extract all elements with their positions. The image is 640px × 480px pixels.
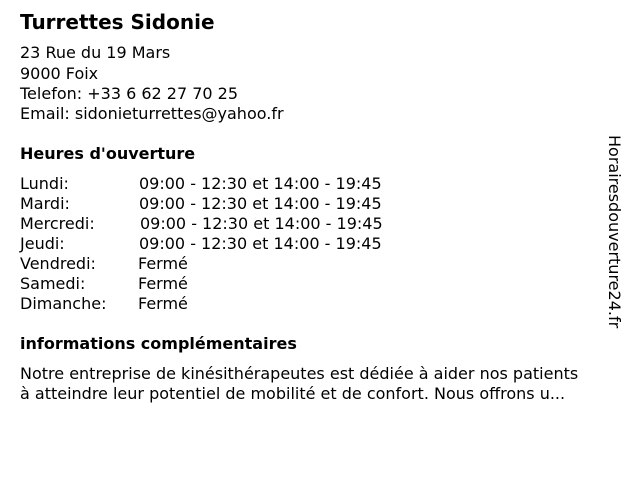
day-label: Jeudi: xyxy=(20,234,65,253)
day-label: Samedi: xyxy=(20,274,86,293)
address-city: 9000 Foix xyxy=(20,64,99,83)
phone-line: Telefon: +33 6 62 27 70 25 xyxy=(20,84,239,103)
day-label: Vendredi: xyxy=(20,254,96,273)
hours-value: Fermé xyxy=(138,254,188,273)
info-text-line2: à atteindre leur potentiel de mobilité et de confort. Nous offrons u... xyxy=(20,384,566,403)
info-heading: informations complémentaires xyxy=(20,334,297,353)
hours-value: Fermé xyxy=(138,274,188,293)
info-text-line1: Notre entreprise de kinésithérapeutes est dédiée à aider nos patients xyxy=(20,364,579,383)
hours-value: Fermé xyxy=(138,294,188,313)
address-street: 23 Rue du 19 Mars xyxy=(20,43,171,62)
day-label: Lundi: xyxy=(20,174,69,193)
watermark-vertical: Horairesdouverture24.fr xyxy=(605,135,624,329)
day-label: Dimanche: xyxy=(20,294,107,313)
email-line: Email: sidonieturrettes@yahoo.fr xyxy=(20,104,284,123)
hours-value: 09:00 - 12:30 et 14:00 - 19:45 xyxy=(139,194,382,213)
day-label: Mercredi: xyxy=(20,214,95,233)
business-name: Turrettes Sidonie xyxy=(20,10,215,34)
opening-hours-heading: Heures d'ouverture xyxy=(20,144,196,163)
hours-value: 09:00 - 12:30 et 14:00 - 19:45 xyxy=(140,214,383,233)
hours-value: 09:00 - 12:30 et 14:00 - 19:45 xyxy=(139,234,382,253)
day-label: Mardi: xyxy=(20,194,70,213)
hours-value: 09:00 - 12:30 et 14:00 - 19:45 xyxy=(139,174,382,193)
